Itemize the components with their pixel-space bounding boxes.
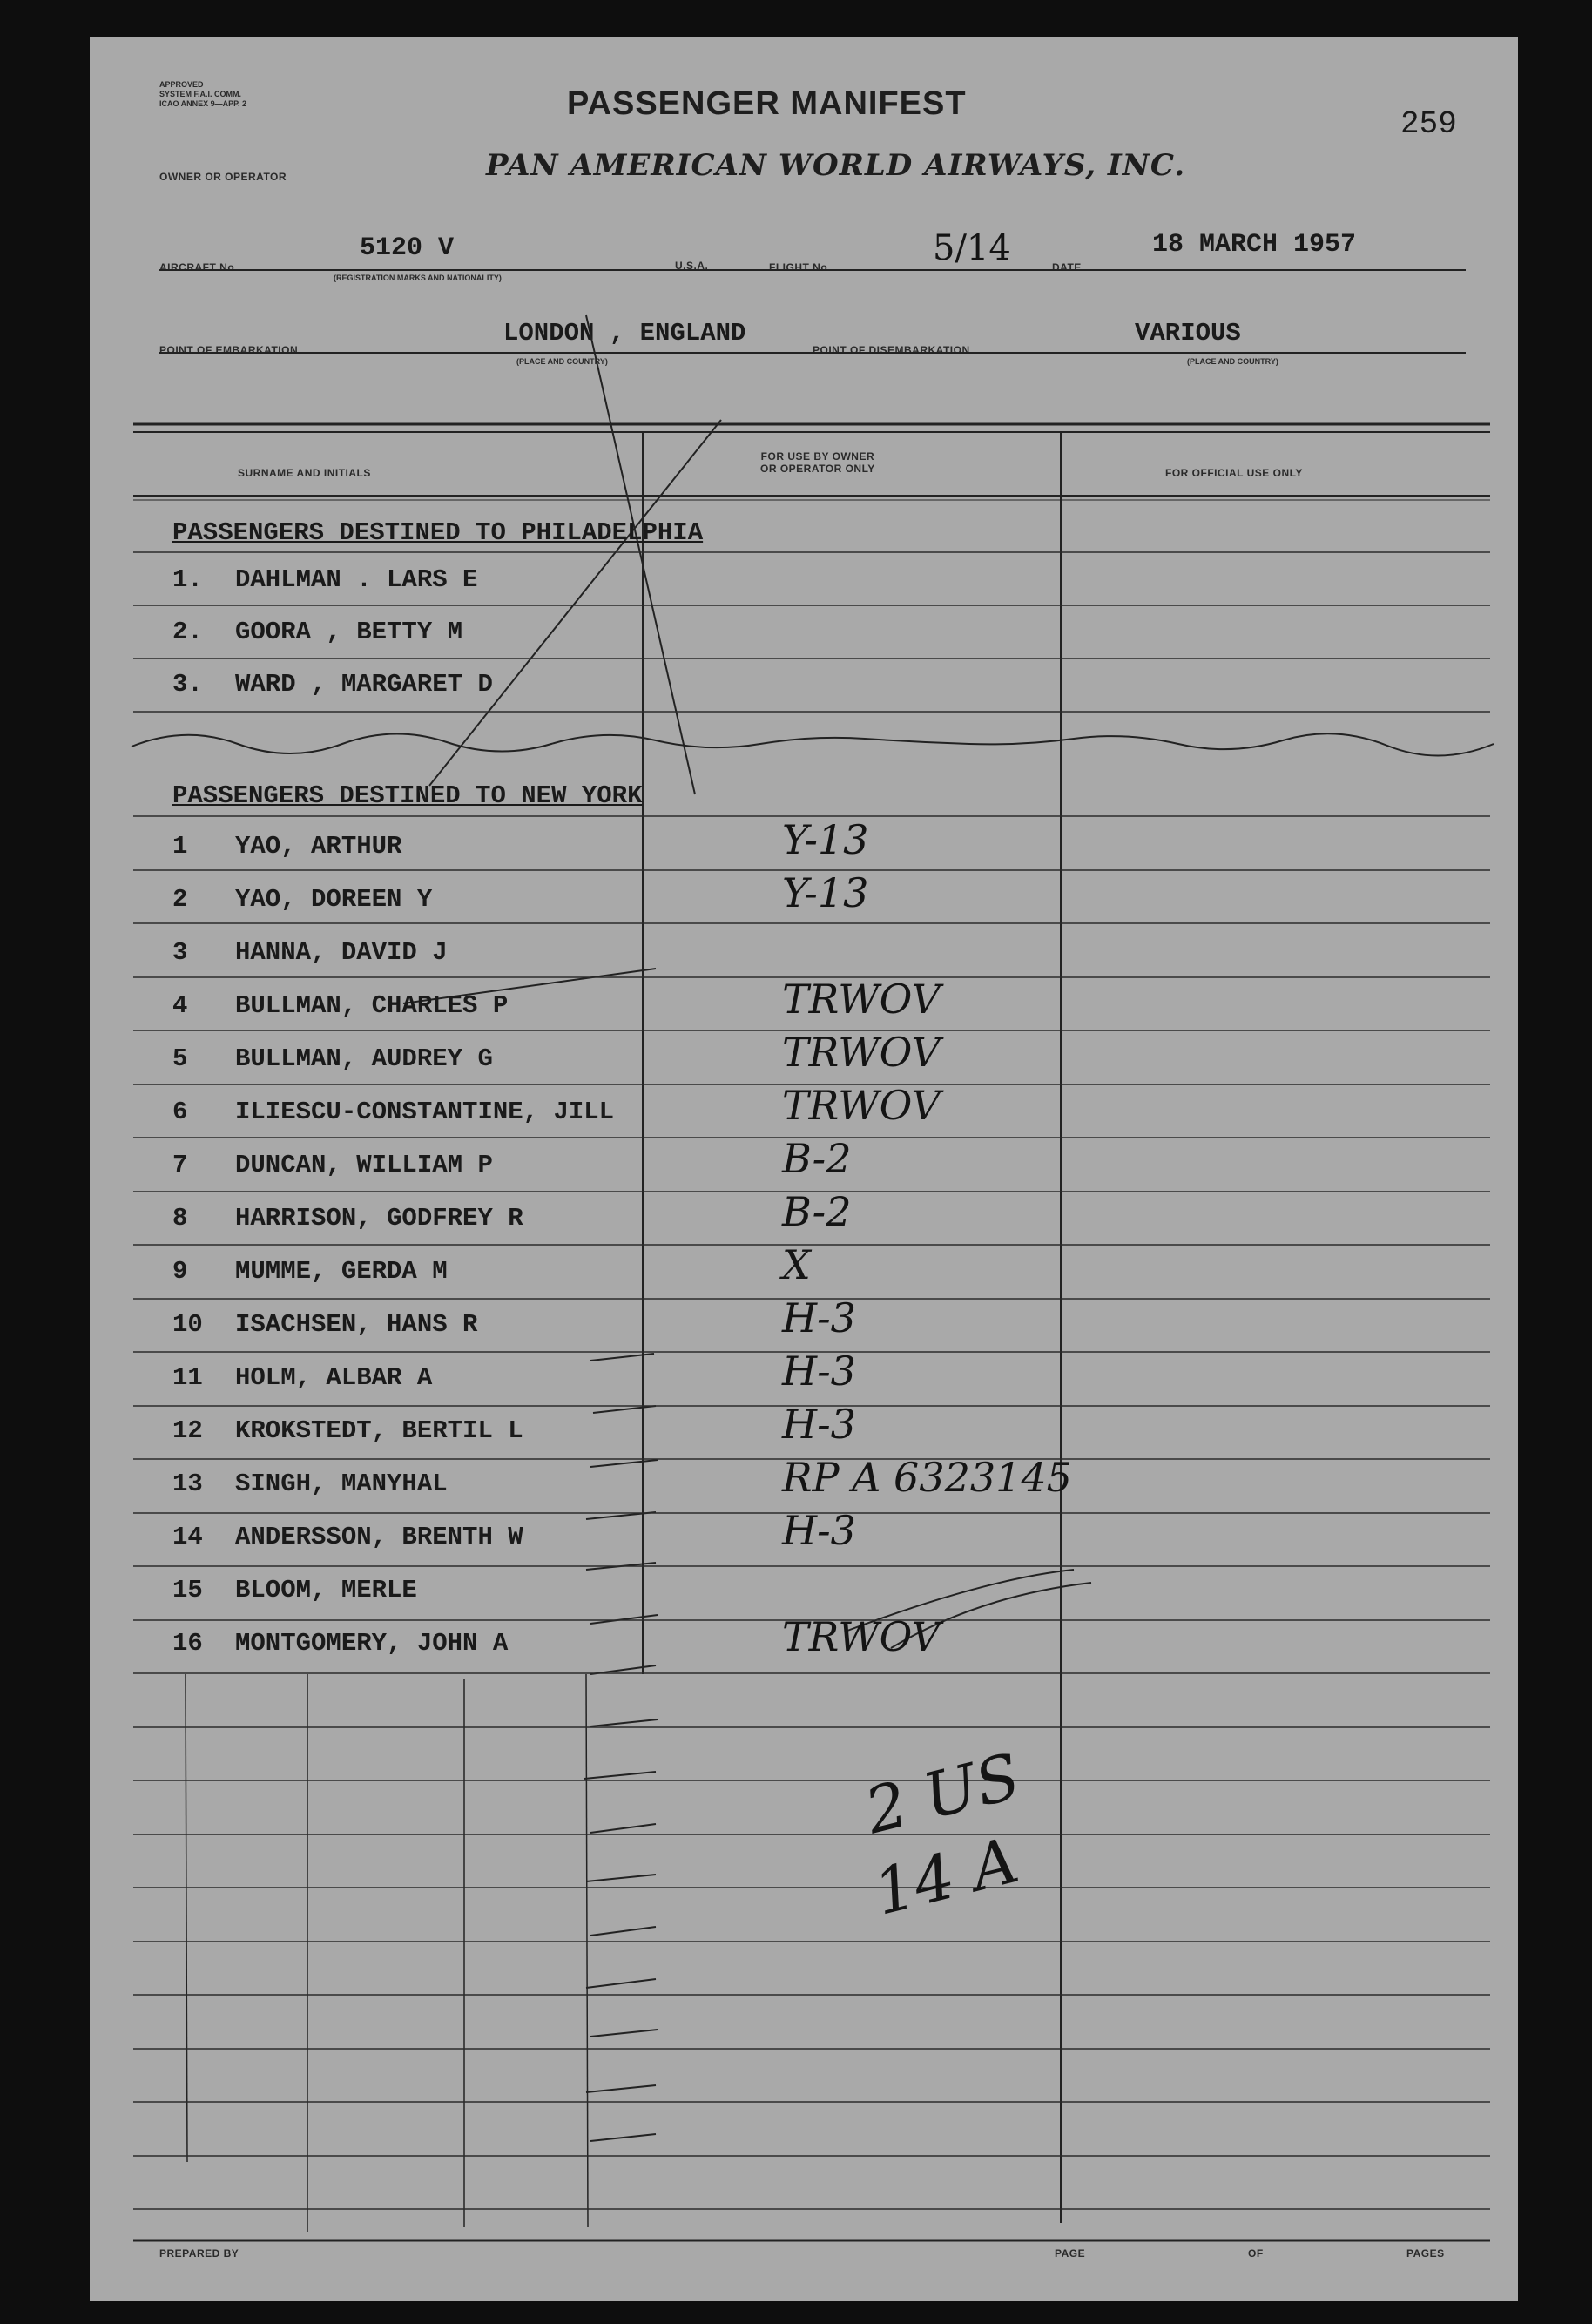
flight-value: 5/14 — [933, 228, 1011, 268]
pen-stroke — [590, 1927, 656, 1936]
date-value: 18 MARCH 1957 — [1152, 230, 1357, 260]
passenger-name: HOLM, ALBAR A — [235, 1363, 433, 1392]
passenger-name: HANNA, DAVID J — [235, 938, 448, 967]
pages-label: PAGES — [1406, 2247, 1445, 2260]
pen-stroke — [586, 1979, 656, 1988]
passenger-number: 9 — [172, 1257, 188, 1286]
owner-note: H-3 — [782, 1507, 856, 1554]
owner-name: PAN AMERICAN WORLD AIRWAYS, INC. — [486, 148, 1186, 183]
approval-line: SYSTEM F.A.I. COMM. — [159, 90, 242, 98]
passenger-row — [172, 1613, 1479, 1682]
passenger-row — [172, 565, 493, 618]
passenger-number: 11 — [172, 1363, 203, 1392]
group-heading-new-york: PASSENGERS DESTINED TO NEW YORK — [172, 781, 643, 810]
passenger-name: HARRISON, GODFREY R — [235, 1204, 523, 1233]
column-header-official-use: FOR OFFICIAL USE ONLY — [1165, 467, 1303, 479]
page-label: PAGE — [1055, 2247, 1086, 2260]
passenger-row — [172, 1188, 1479, 1257]
summary-aliens: 14 A — [867, 1823, 1026, 1929]
passenger-number: 3. — [172, 670, 203, 699]
aircraft-label: AIRCRAFT No. — [159, 261, 238, 274]
pen-stroke — [590, 1824, 656, 1833]
column-header-line: FOR USE BY OWNER — [760, 450, 875, 463]
passenger-name: BULLMAN, CHARLES P — [235, 991, 509, 1020]
manifest-sheet — [90, 37, 1518, 2301]
passenger-number: 13 — [172, 1469, 203, 1498]
disembarkation-value: VARIOUS — [1135, 319, 1241, 348]
owner-note: B-2 — [782, 1188, 852, 1235]
owner-note: TRWOV — [782, 1613, 941, 1660]
passenger-number: 12 — [172, 1416, 203, 1445]
passenger-list-philadelphia — [172, 565, 493, 722]
passenger-number: 6 — [172, 1098, 188, 1126]
passenger-name: ANDERSSON, BRENTH W — [235, 1523, 523, 1551]
pen-stroke — [586, 1875, 656, 1881]
pen-stroke — [586, 2085, 656, 2092]
passenger-number: 16 — [172, 1629, 203, 1658]
column-header-line: OR OPERATOR ONLY — [760, 463, 875, 475]
place-note-embarkation: (PLACE AND COUNTRY) — [516, 357, 608, 366]
embarkation-value: LONDON , ENGLAND — [503, 319, 746, 348]
passenger-name: ILIESCU-CONSTANTINE, JILL — [235, 1098, 615, 1126]
owner-label: OWNER OR OPERATOR — [159, 171, 287, 183]
passenger-name: SINGH, MANYHAL — [235, 1469, 448, 1498]
passenger-name: MUMME, GERDA M — [235, 1257, 448, 1286]
passenger-number: 4 — [172, 991, 188, 1020]
passenger-name: ISACHSEN, HANS R — [235, 1310, 478, 1339]
sketch-line — [586, 1674, 588, 2227]
aircraft-value: 5120 V — [360, 233, 455, 263]
owner-note: TRWOV — [782, 1029, 941, 1076]
passenger-list-new-york — [172, 816, 1479, 1682]
date-label: DATE — [1052, 261, 1082, 274]
passenger-number: 3 — [172, 938, 188, 967]
passenger-name: DAHLMAN . LARS E — [235, 565, 478, 594]
pen-stroke — [590, 1719, 658, 1726]
approval-line: ICAO ANNEX 9—APP. 2 — [159, 99, 247, 108]
of-label: OF — [1248, 2247, 1264, 2260]
owner-note: TRWOV — [782, 1082, 941, 1129]
passenger-number: 14 — [172, 1523, 203, 1551]
passenger-name: YAO, DOREEN Y — [235, 885, 433, 914]
passenger-number: 2. — [172, 618, 203, 646]
passenger-name: BLOOM, MERLE — [235, 1576, 417, 1605]
owner-note: H-3 — [782, 1401, 856, 1448]
group-heading-philadelphia: PASSENGERS DESTINED TO PHILADELPHIA — [172, 518, 704, 547]
passenger-name: KROKSTEDT, BERTIL L — [235, 1416, 523, 1445]
passenger-name: DUNCAN, WILLIAM P — [235, 1151, 493, 1179]
owner-note: B-2 — [782, 1135, 852, 1182]
page-number: 259 — [1400, 106, 1457, 142]
prepared-by-label: PREPARED BY — [159, 2247, 239, 2260]
disembarkation-label: POINT OF DISEMBARKATION — [813, 344, 970, 356]
passenger-number: 10 — [172, 1310, 203, 1339]
owner-note: X — [782, 1241, 811, 1288]
passenger-number: 7 — [172, 1151, 188, 1179]
passenger-name: GOORA , BETTY M — [235, 618, 463, 646]
place-note-disembarkation: (PLACE AND COUNTRY) — [1187, 357, 1278, 366]
column-header-surname: SURNAME AND INITIALS — [238, 467, 371, 479]
passenger-name: WARD , MARGARET D — [235, 670, 493, 699]
pen-stroke — [584, 1772, 656, 1779]
owner-note: TRWOV — [782, 976, 941, 1023]
passenger-row — [172, 1507, 1479, 1576]
passenger-name: BULLMAN, AUDREY G — [235, 1044, 493, 1073]
owner-note: H-3 — [782, 1348, 856, 1395]
passenger-row — [172, 869, 1479, 938]
page-title: PASSENGER MANIFEST — [567, 85, 967, 122]
owner-note: Y-13 — [782, 816, 869, 863]
wavy-divider — [132, 733, 1494, 755]
passenger-name: MONTGOMERY, JOHN A — [235, 1629, 509, 1658]
owner-note: Y-13 — [782, 869, 869, 916]
sketch-line — [186, 1674, 187, 2162]
usa-label: U.S.A. — [675, 260, 709, 272]
summary-us: 2 US — [858, 1739, 1028, 1848]
passenger-name: YAO, ARTHUR — [235, 832, 402, 861]
passenger-number: 1 — [172, 832, 188, 861]
owner-note: RP A 6323145 — [782, 1454, 1072, 1501]
passenger-number: 8 — [172, 1204, 188, 1233]
passenger-row — [172, 618, 493, 670]
passenger-number: 15 — [172, 1576, 203, 1605]
passenger-number: 2 — [172, 885, 188, 914]
registration-note: (REGISTRATION MARKS AND NATIONALITY) — [334, 274, 502, 282]
passenger-number: 5 — [172, 1044, 188, 1073]
passenger-number: 1. — [172, 565, 203, 594]
approval-line: APPROVED — [159, 80, 204, 89]
owner-note: H-3 — [782, 1294, 856, 1341]
pen-stroke — [590, 2134, 656, 2141]
pen-stroke — [586, 315, 695, 794]
flight-label: FLIGHT No. — [769, 261, 831, 274]
passenger-row — [172, 670, 493, 722]
embarkation-label: POINT OF EMBARKATION — [159, 344, 299, 356]
pen-stroke — [590, 2030, 658, 2037]
